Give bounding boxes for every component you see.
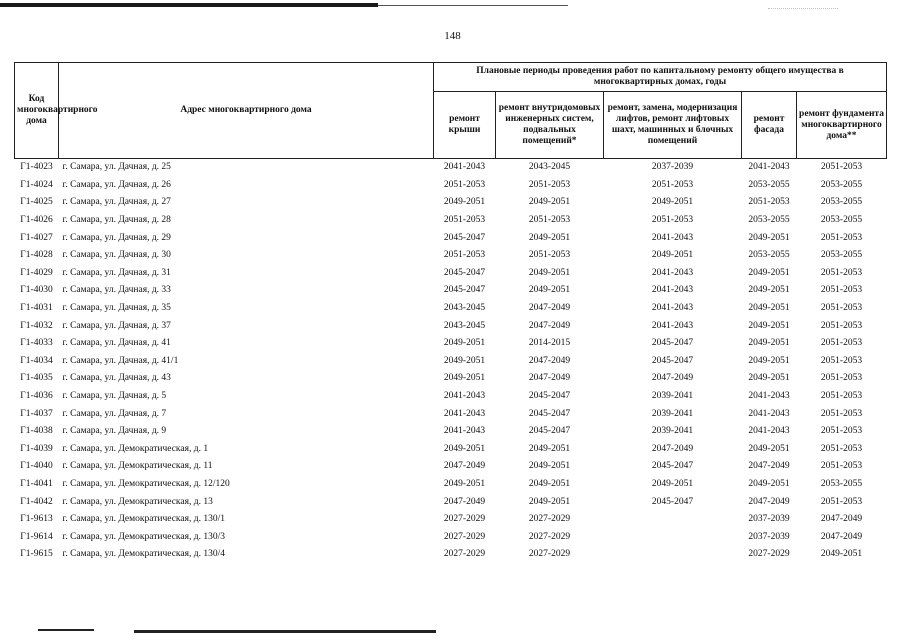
cell-facade-period: 2047-2049	[748, 496, 790, 507]
cell-engineering-period: 2049-2051	[528, 478, 571, 489]
cell-lift-period: 2049-2051	[651, 478, 694, 489]
cell-address: г. Самара, ул. Демократическая, д. 12/120	[62, 478, 230, 489]
cell-address: г. Самара, ул. Дачная, д. 35	[62, 303, 171, 314]
cell-address: г. Самара, ул. Дачная, д. 41	[62, 338, 171, 349]
cell-foundation-period: 2053-2055	[820, 197, 863, 208]
cell-address: г. Самара, ул. Дачная, д. 41/1	[62, 355, 179, 366]
cell-code: Г1-4039	[20, 443, 53, 454]
page-number: 148	[444, 30, 461, 42]
cell-foundation-period: 2047-2049	[820, 514, 863, 525]
cell-foundation-period: 2051-2053	[820, 391, 863, 402]
cell-lift-period: 2045-2047	[651, 338, 694, 349]
cell-lift-period: 2041-2043	[651, 303, 694, 314]
cell-roof-period: 2045-2047	[443, 267, 486, 278]
table-row	[15, 282, 887, 300]
cell-engineering-period: 2049-2051	[528, 461, 571, 472]
cell-code: Г1-4030	[20, 285, 53, 296]
cell-facade-period: 2037-2039	[748, 514, 790, 525]
table-row	[15, 300, 887, 318]
cell-foundation-period: 2051-2053	[820, 162, 863, 173]
cell-facade-period: 2049-2051	[748, 232, 790, 243]
cell-roof-period: 2027-2029	[443, 514, 486, 525]
cell-code: Г1-4024	[20, 179, 53, 190]
cell-roof-period: 2049-2051	[443, 478, 486, 489]
scan-edge-line	[378, 5, 568, 6]
table-row	[15, 212, 887, 230]
cell-lift-period	[604, 546, 742, 564]
scan-edge-line	[134, 630, 436, 633]
table-row	[15, 247, 887, 265]
cell-code: Г1-4035	[20, 373, 53, 384]
cell-lift-period: 2047-2049	[651, 443, 694, 454]
cell-facade-period: 2049-2051	[748, 320, 790, 331]
cell-foundation-period: 2051-2053	[820, 303, 863, 314]
repair-schedule-table-wrapper	[14, 62, 886, 564]
cell-roof-period: 2051-2053	[443, 250, 486, 261]
cell-facade-period: 2041-2043	[748, 391, 790, 402]
cell-lift-period: 2045-2047	[651, 461, 694, 472]
cell-code: Г1-4042	[20, 496, 53, 507]
scan-artifact	[768, 8, 838, 13]
cell-lift-period: 2039-2041	[651, 408, 694, 419]
cell-address: г. Самара, ул. Дачная, д. 43	[62, 373, 171, 384]
cell-lift-period: 2041-2043	[651, 320, 694, 331]
cell-engineering-period: 2045-2047	[528, 426, 571, 437]
header-address: Адрес многоквартирного дома	[59, 63, 434, 159]
cell-facade-period: 2049-2051	[748, 338, 790, 349]
cell-lift-period: 2039-2041	[651, 426, 694, 437]
cell-lift-period: 2041-2043	[651, 267, 694, 278]
cell-address: г. Самара, ул. Дачная, д. 31	[62, 267, 171, 278]
cell-engineering-period: 2049-2051	[528, 496, 571, 507]
table-row	[15, 511, 887, 529]
cell-roof-period: 2027-2029	[443, 549, 486, 560]
cell-engineering-period: 2049-2051	[528, 285, 571, 296]
cell-lift-period: 2049-2051	[651, 250, 694, 261]
cell-lift-period	[604, 511, 742, 529]
cell-foundation-period: 2051-2053	[820, 461, 863, 472]
header-foundation: ремонт фундамента многоквартирного дома**	[797, 92, 887, 159]
table-row	[15, 194, 887, 212]
header-lift: ремонт, замена, модернизация лифтов, ремонт лифтовых шахт, машинных и блочных помещений	[604, 92, 742, 159]
cell-facade-period: 2049-2051	[748, 373, 790, 384]
cell-lift-period: 2039-2041	[651, 391, 694, 402]
cell-code: Г1-4026	[20, 215, 53, 226]
cell-address: г. Самара, ул. Дачная, д. 25	[62, 162, 171, 173]
cell-roof-period: 2041-2043	[443, 391, 486, 402]
cell-foundation-period: 2053-2055	[820, 179, 863, 190]
cell-address: г. Самара, ул. Дачная, д. 5	[62, 391, 167, 402]
table-row	[15, 441, 887, 459]
cell-code: Г1-4033	[20, 338, 53, 349]
cell-engineering-period: 2051-2053	[528, 215, 571, 226]
cell-lift-period: 2037-2039	[651, 162, 694, 173]
cell-code: Г1-4036	[20, 391, 53, 402]
cell-engineering-period: 2043-2045	[528, 162, 571, 173]
cell-code: Г1-4029	[20, 267, 53, 278]
cell-address: г. Самара, ул. Дачная, д. 7	[62, 408, 167, 419]
cell-roof-period: 2045-2047	[443, 285, 486, 296]
cell-facade-period: 2053-2055	[748, 179, 790, 190]
cell-facade-period: 2053-2055	[748, 250, 790, 261]
cell-lift-period: 2041-2043	[651, 285, 694, 296]
cell-engineering-period: 2014-2015	[528, 338, 571, 349]
cell-lift-period: 2051-2053	[651, 215, 694, 226]
cell-address: г. Самара, ул. Дачная, д. 29	[62, 232, 171, 243]
table-row	[15, 388, 887, 406]
header-engineering: ремонт внутридомовых инженерных систем, подвальных помещений*	[496, 92, 604, 159]
cell-facade-period: 2027-2029	[748, 549, 790, 560]
cell-roof-period: 2049-2051	[443, 338, 486, 349]
cell-code: Г1-4041	[20, 478, 53, 489]
table-row	[15, 317, 887, 335]
cell-facade-period: 2049-2051	[748, 443, 790, 454]
cell-foundation-period: 2051-2053	[820, 426, 863, 437]
header-roof: ремонт крыши	[434, 92, 496, 159]
cell-foundation-period: 2051-2053	[820, 320, 863, 331]
table-row	[15, 528, 887, 546]
cell-engineering-period: 2049-2051	[528, 232, 571, 243]
table-header	[15, 63, 887, 159]
table-row	[15, 493, 887, 511]
cell-foundation-period: 2053-2055	[820, 215, 863, 226]
cell-foundation-period: 2053-2055	[820, 250, 863, 261]
cell-code: Г1-4025	[20, 197, 53, 208]
table-row	[15, 159, 887, 177]
cell-code: Г1-4032	[20, 320, 53, 331]
cell-roof-period: 2047-2049	[443, 496, 486, 507]
cell-code: Г1-4023	[20, 162, 53, 173]
cell-code: Г1-9615	[20, 549, 53, 560]
cell-code: Г1-4027	[20, 232, 53, 243]
cell-engineering-period: 2051-2053	[528, 250, 571, 261]
cell-roof-period: 2045-2047	[443, 232, 486, 243]
cell-foundation-period: 2047-2049	[820, 531, 863, 542]
cell-roof-period: 2041-2043	[443, 408, 486, 419]
cell-address: г. Самара, ул. Дачная, д. 27	[62, 197, 171, 208]
cell-address: г. Самара, ул. Дачная, д. 30	[62, 250, 171, 261]
table-row	[15, 458, 887, 476]
cell-roof-period: 2051-2053	[443, 215, 486, 226]
cell-lift-period	[604, 528, 742, 546]
table-row	[15, 370, 887, 388]
cell-engineering-period: 2027-2029	[528, 549, 571, 560]
cell-address: г. Самара, ул. Дачная, д. 28	[62, 215, 171, 226]
cell-roof-period: 2049-2051	[443, 373, 486, 384]
cell-foundation-period: 2053-2055	[820, 478, 863, 489]
cell-code: Г1-4031	[20, 303, 53, 314]
cell-code: Г1-4037	[20, 408, 53, 419]
cell-engineering-period: 2027-2029	[528, 531, 571, 542]
cell-facade-period: 2037-2039	[748, 531, 790, 542]
cell-engineering-period: 2045-2047	[528, 408, 571, 419]
cell-facade-period: 2041-2043	[748, 408, 790, 419]
cell-roof-period: 2049-2051	[443, 197, 486, 208]
cell-engineering-period: 2047-2049	[528, 320, 571, 331]
cell-address: г. Самара, ул. Дачная, д. 26	[62, 179, 171, 190]
table-row	[15, 423, 887, 441]
table-row	[15, 265, 887, 283]
table-row	[15, 335, 887, 353]
cell-code: Г1-4038	[20, 426, 53, 437]
cell-roof-period: 2049-2051	[443, 443, 486, 454]
cell-engineering-period: 2047-2049	[528, 373, 571, 384]
cell-roof-period: 2043-2045	[443, 320, 486, 331]
cell-foundation-period: 2051-2053	[820, 408, 863, 419]
scan-edge-line	[0, 3, 378, 7]
cell-engineering-period: 2027-2029	[528, 514, 571, 525]
cell-lift-period: 2045-2047	[651, 355, 694, 366]
cell-foundation-period: 2051-2053	[820, 338, 863, 349]
scan-edge-line	[38, 629, 94, 631]
cell-facade-period: 2049-2051	[748, 355, 790, 366]
cell-address: г. Самара, ул. Демократическая, д. 1	[62, 443, 209, 454]
cell-foundation-period: 2051-2053	[820, 373, 863, 384]
table-row	[15, 546, 887, 564]
cell-engineering-period: 2049-2051	[528, 197, 571, 208]
cell-engineering-period: 2051-2053	[528, 179, 571, 190]
cell-roof-period: 2043-2045	[443, 303, 486, 314]
cell-address: г. Самара, ул. Демократическая, д. 130/3	[62, 531, 225, 542]
cell-roof-period: 2041-2043	[443, 162, 486, 173]
table-row	[15, 177, 887, 195]
cell-roof-period: 2041-2043	[443, 426, 486, 437]
cell-foundation-period: 2051-2053	[820, 232, 863, 243]
cell-lift-period: 2045-2047	[651, 496, 694, 507]
cell-foundation-period: 2051-2053	[820, 267, 863, 278]
cell-engineering-period: 2047-2049	[528, 355, 571, 366]
cell-facade-period: 2049-2051	[748, 303, 790, 314]
cell-roof-period: 2047-2049	[443, 461, 486, 472]
header-facade: ремонт фасада	[742, 92, 797, 159]
cell-facade-period: 2047-2049	[748, 461, 790, 472]
cell-code: Г1-9613	[20, 514, 53, 525]
table-row	[15, 229, 887, 247]
cell-facade-period: 2041-2043	[748, 162, 790, 173]
cell-facade-period: 2041-2043	[748, 426, 790, 437]
cell-address: г. Самара, ул. Демократическая, д. 130/4	[62, 549, 225, 560]
cell-foundation-period: 2051-2053	[820, 496, 863, 507]
cell-engineering-period: 2047-2049	[528, 303, 571, 314]
cell-engineering-period: 2049-2051	[528, 443, 571, 454]
cell-facade-period: 2049-2051	[748, 267, 790, 278]
table-body	[15, 159, 887, 564]
cell-address: г. Самара, ул. Дачная, д. 37	[62, 320, 171, 331]
cell-facade-period: 2049-2051	[748, 478, 790, 489]
cell-code: Г1-4034	[20, 355, 53, 366]
cell-code: Г1-9614	[20, 531, 53, 542]
cell-facade-period: 2051-2053	[748, 197, 790, 208]
cell-address: г. Самара, ул. Демократическая, д. 13	[62, 496, 213, 507]
cell-roof-period: 2049-2051	[443, 355, 486, 366]
cell-roof-period: 2051-2053	[443, 179, 486, 190]
header-code: Код многоквартирного дома	[15, 63, 59, 159]
cell-roof-period: 2027-2029	[443, 531, 486, 542]
cell-engineering-period: 2045-2047	[528, 391, 571, 402]
cell-lift-period: 2049-2051	[651, 197, 694, 208]
cell-engineering-period: 2049-2051	[528, 267, 571, 278]
cell-facade-period: 2053-2055	[748, 215, 790, 226]
table-row	[15, 405, 887, 423]
cell-foundation-period: 2051-2053	[820, 355, 863, 366]
cell-address: г. Самара, ул. Демократическая, д. 11	[62, 461, 213, 472]
cell-address: г. Самара, ул. Дачная, д. 33	[62, 285, 171, 296]
cell-lift-period: 2041-2043	[651, 232, 694, 243]
cell-foundation-period: 2051-2053	[820, 285, 863, 296]
cell-foundation-period: 2049-2051	[820, 549, 863, 560]
cell-address: г. Самара, ул. Дачная, д. 9	[62, 426, 167, 437]
cell-address: г. Самара, ул. Демократическая, д. 130/1	[62, 514, 225, 525]
cell-facade-period: 2049-2051	[748, 285, 790, 296]
cell-code: Г1-4028	[20, 250, 53, 261]
table-row	[15, 353, 887, 371]
repair-schedule-table	[14, 62, 887, 564]
cell-lift-period: 2051-2053	[651, 179, 694, 190]
cell-code: Г1-4040	[20, 461, 53, 472]
cell-foundation-period: 2051-2053	[820, 443, 863, 454]
cell-lift-period: 2047-2049	[651, 373, 694, 384]
table-row	[15, 476, 887, 494]
header-periods-group: Плановые периоды проведения работ по капитальному ремонту общего имущества в многоквартирных домах, годы	[434, 63, 887, 92]
